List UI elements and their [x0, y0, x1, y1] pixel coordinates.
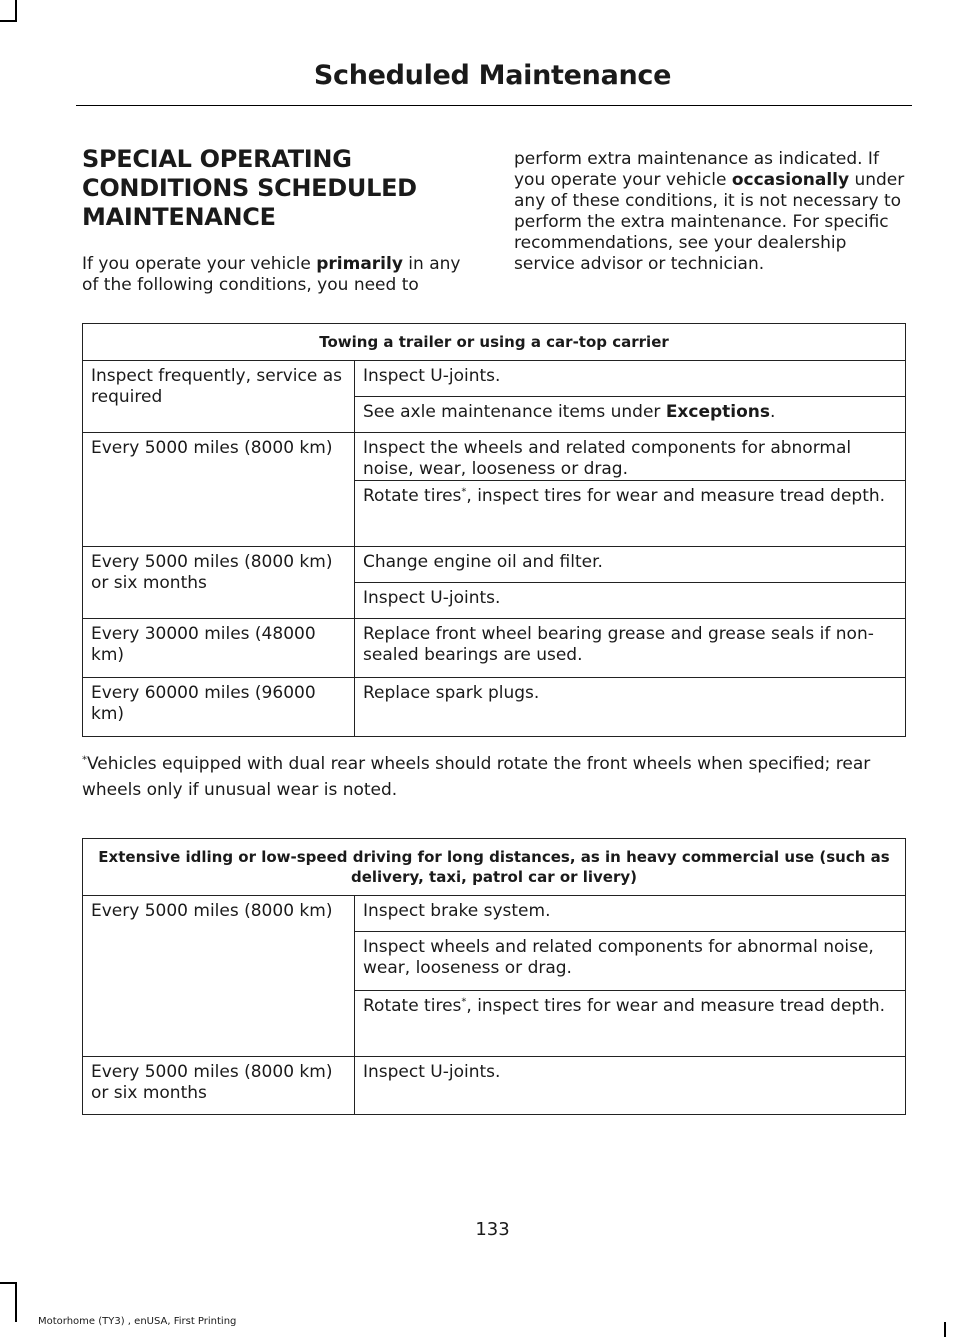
task-text: See axle maintenance items under [363, 402, 666, 422]
exceptions-reference: Exceptions [665, 402, 771, 422]
table-row [83, 433, 906, 481]
interval-cell: Every 5000 miles (8000 km) [83, 433, 355, 547]
intro-right-bold: occasionally [731, 170, 850, 190]
intro-right-text-2: under any of these conditions, it is not necessary to perform the extra maintenance. For specific recommendations, see your dealership service advisor or technician. [514, 170, 905, 274]
task-cell: Replace front wheel bearing grease and grease seals if non-sealed bearings are used. [355, 619, 906, 678]
towing-maintenance-table [82, 323, 906, 737]
crop-mark-top-left-v [15, 0, 17, 22]
interval-cell: Every 30000 miles (48000 km) [83, 619, 355, 678]
task-cell: Replace spark plugs. [355, 678, 906, 737]
task-cell: Change engine oil and filter. [355, 547, 906, 583]
task-cell [355, 991, 906, 1057]
table-title: Towing a trailer or using a car-top carrier [83, 324, 906, 361]
footnote-marker: * [461, 996, 467, 1008]
table-row [83, 1057, 906, 1115]
task-text-end: , inspect tires for wear and measure tread depth. [466, 996, 886, 1016]
task-cell: Inspect U-joints. [355, 1057, 906, 1115]
footnote-marker: * [82, 754, 87, 766]
footnote [82, 751, 912, 803]
table-row [83, 619, 906, 678]
interval-cell: Every 60000 miles (96000 km) [83, 678, 355, 737]
task-cell: Inspect wheels and related components for abnormal noise, wear, looseness or drag. [355, 932, 906, 991]
intro-paragraph-left [82, 254, 477, 296]
page-number: 133 [475, 1219, 510, 1240]
table-header-row [83, 324, 906, 361]
task-text: Rotate tires [363, 486, 462, 506]
table-row [83, 678, 906, 737]
interval-cell: Every 5000 miles (8000 km) or six months [83, 547, 355, 619]
heading-line-3: MAINTENANCE [82, 203, 276, 231]
task-cell: Inspect the wheels and related components for abnormal noise, wear, looseness or drag. [355, 433, 906, 481]
task-cell [355, 397, 906, 433]
intro-left-text-2: in any of the following conditions, you need to [82, 254, 461, 295]
document-info: Motorhome (TY3) , enUSA, First Printing [38, 1316, 237, 1327]
intro-section [82, 145, 905, 315]
interval-cell: Inspect frequently, service as required [83, 361, 355, 433]
table-header-row [83, 839, 906, 896]
task-text-end: , inspect tires for wear and measure tread depth. [466, 486, 886, 506]
task-text-end: . [770, 402, 776, 422]
task-cell: Inspect U-joints. [355, 583, 906, 619]
interval-cell: Every 5000 miles (8000 km) [83, 896, 355, 1057]
crop-mark-bottom-left-h [0, 1282, 17, 1284]
intro-right-column [514, 149, 909, 275]
crop-mark-bottom-right-v [944, 1322, 946, 1337]
intro-left-column [82, 145, 477, 296]
table-title: Extensive idling or low-speed driving for long distances, as in heavy commercial use (such as delivery, taxi, patrol car or livery) [83, 839, 906, 896]
task-cell [355, 481, 906, 547]
crop-mark-bottom-left-v [15, 1282, 17, 1322]
table-row [83, 896, 906, 932]
task-cell: Inspect U-joints. [355, 361, 906, 397]
heading-line-2: CONDITIONS SCHEDULED [82, 174, 417, 202]
interval-cell: Every 5000 miles (8000 km) or six months [83, 1057, 355, 1115]
crop-mark-top-left-h [0, 20, 17, 22]
task-cell: Inspect brake system. [355, 896, 906, 932]
intro-left-text-1: If you operate your vehicle [82, 254, 317, 274]
heading-line-1: SPECIAL OPERATING [82, 145, 352, 173]
idling-maintenance-table [82, 838, 906, 1115]
header-divider [76, 105, 912, 106]
page-header-title: Scheduled Maintenance [313, 60, 672, 91]
intro-paragraph-right [514, 149, 909, 275]
intro-left-bold: primarily [316, 254, 403, 274]
table-row [83, 547, 906, 583]
footnote-marker: * [461, 486, 467, 498]
task-text: Rotate tires [363, 996, 462, 1016]
table-row [83, 361, 906, 397]
footnote-text: Vehicles equipped with dual rear wheels should rotate the front wheels when specified; rear wheels only if unusual wear is noted. [82, 754, 871, 800]
section-heading [82, 145, 477, 232]
intro-right-text-1: perform extra maintenance as indicated. If you operate your vehicle [514, 149, 879, 190]
